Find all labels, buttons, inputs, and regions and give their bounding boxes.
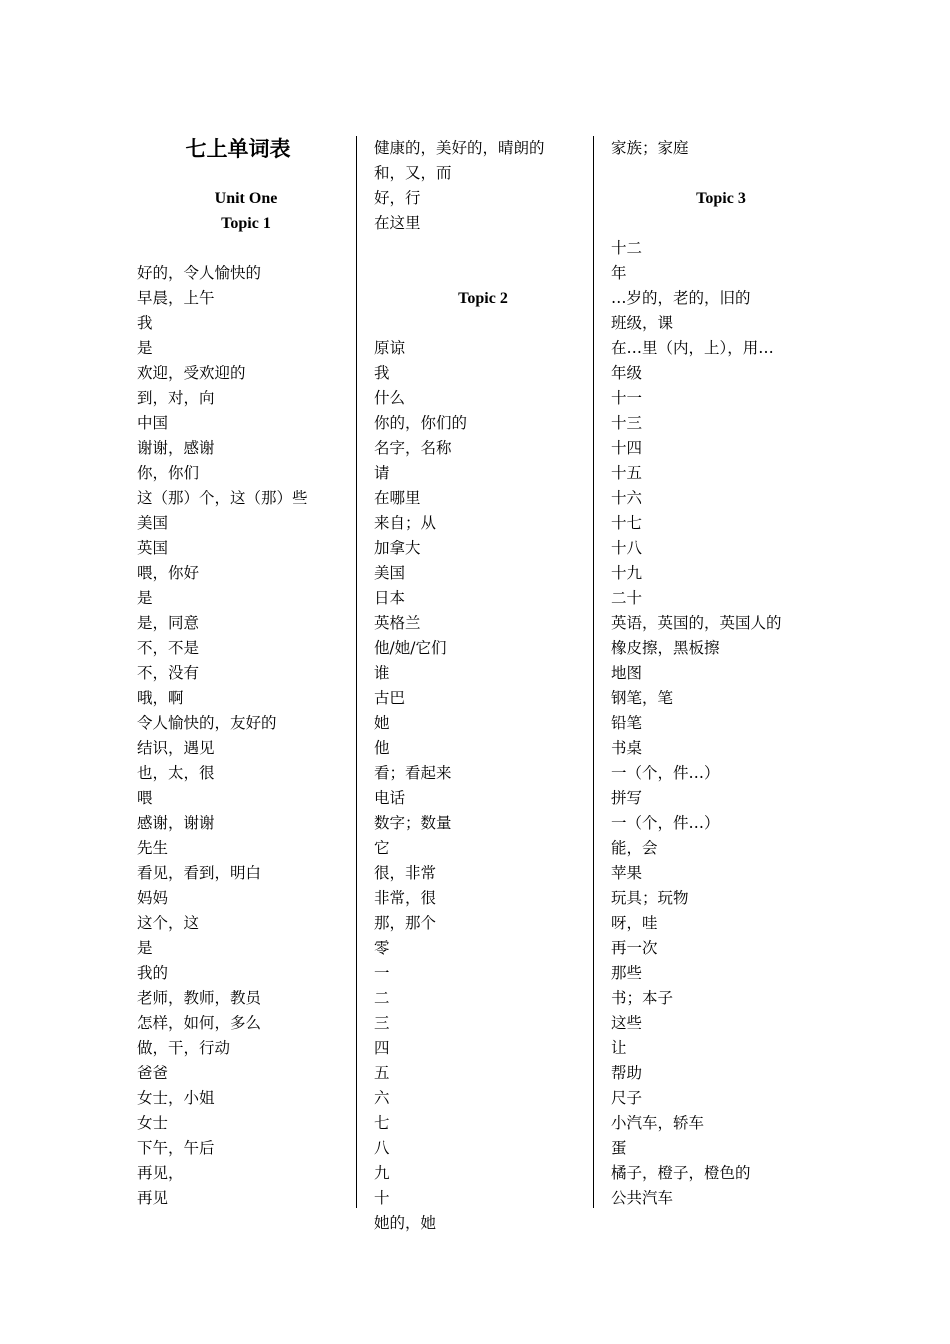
word-entry: 原谅 (374, 339, 406, 357)
topic-heading: Topic 1 (221, 215, 271, 232)
word-entry: 六 (374, 1089, 390, 1107)
word-entry: 二十 (611, 589, 643, 607)
word-entry: 妈妈 (137, 889, 169, 907)
word-entry: 也，太，很 (137, 764, 215, 782)
word-list-continued (374, 136, 592, 236)
word-entry: 七 (374, 1114, 390, 1132)
word-entry: 喂 (137, 789, 153, 807)
word-entry: 电话 (374, 789, 406, 807)
word-entry: 四 (374, 1039, 390, 1057)
column-divider (356, 136, 357, 1208)
word-entry: 一 (374, 964, 390, 982)
word-entry: 十一 (611, 389, 643, 407)
word-entry: 十七 (611, 514, 643, 532)
word-list-continued (611, 136, 831, 161)
word-entry: 不，不是 (137, 639, 200, 657)
word-entry: 十九 (611, 564, 643, 582)
word-entry: 家族；家庭 (611, 139, 689, 157)
word-entry: 是 (137, 339, 153, 357)
column-divider (593, 136, 594, 1208)
word-entry: 日本 (374, 589, 406, 607)
word-entry: 钢笔，笔 (611, 689, 674, 707)
word-entry: 二 (374, 989, 390, 1007)
word-entry: 结识，遇见 (137, 739, 215, 757)
word-entry: 一（个，件…） (611, 814, 720, 832)
column-1 (137, 136, 355, 1208)
word-entry: 铅笔 (611, 714, 643, 732)
word-entry: 这（那）个，这（那）些 (137, 489, 308, 507)
word-entry: 让 (611, 1039, 627, 1057)
word-entry: 在哪里 (374, 489, 421, 507)
word-entry: 感谢，谢谢 (137, 814, 215, 832)
word-entry: 她 (374, 714, 390, 732)
word-entry: 怎样，如何，多么 (137, 1014, 262, 1032)
word-entry: 英格兰 (374, 614, 421, 632)
word-entry: 我 (374, 364, 390, 382)
unit-heading: Unit One (214, 190, 278, 207)
word-entry: 这个，这 (137, 914, 200, 932)
word-entry: 能，会 (611, 839, 658, 857)
word-entry: 书桌 (611, 739, 643, 757)
word-entry: 地图 (611, 664, 643, 682)
word-entry: 做，干，行动 (137, 1039, 231, 1057)
column-2 (374, 136, 592, 1232)
word-entry: 不，没有 (137, 664, 200, 682)
word-entry: 班级，课 (611, 314, 674, 332)
word-entry: 是 (137, 589, 153, 607)
word-entry: 十四 (611, 439, 643, 457)
word-entry: 到，对，向 (137, 389, 215, 407)
word-entry: 谁 (374, 664, 390, 682)
word-entry: 再见 (137, 1189, 169, 1207)
word-list (611, 236, 831, 1211)
word-entry: 帮助 (611, 1064, 643, 1082)
word-entry: 那些 (611, 964, 643, 982)
word-entry: 先生 (137, 839, 169, 857)
word-entry: 你，你们 (137, 464, 200, 482)
word-entry: 下午，午后 (137, 1139, 215, 1157)
word-entry: 橘子，橙子，橙色的 (611, 1164, 751, 1182)
word-list (137, 261, 355, 1211)
word-entry: 它 (374, 839, 390, 857)
word-entry: 在…里（内，上），用… (611, 339, 774, 357)
word-entry: 来自；从 (374, 514, 437, 532)
word-entry: 呀，哇 (611, 914, 658, 932)
word-entry: 小汽车，轿车 (611, 1114, 705, 1132)
word-entry: 中国 (137, 414, 169, 432)
word-entry: 古巴 (374, 689, 406, 707)
word-entry: 谢谢，感谢 (137, 439, 215, 457)
topic-heading: Topic 2 (458, 290, 508, 307)
word-entry: 令人愉快的，友好的 (137, 714, 277, 732)
page-title: 七上单词表 (185, 136, 291, 161)
word-entry: 橡皮擦，黑板擦 (611, 639, 720, 657)
word-entry: 苹果 (611, 864, 643, 882)
spacer (611, 211, 831, 236)
word-entry: 十二 (611, 239, 643, 257)
word-entry: 八 (374, 1139, 390, 1157)
word-entry: 零 (374, 939, 390, 957)
word-entry: 这些 (611, 1014, 643, 1032)
word-entry: 在这里 (374, 214, 421, 232)
spacer (374, 261, 592, 286)
column-3 (611, 136, 831, 1208)
word-entry: 那，那个 (374, 914, 437, 932)
word-entry: 是 (137, 939, 153, 957)
word-entry: 他/她/它们 (374, 639, 447, 657)
spacer (137, 236, 355, 261)
word-entry: 十八 (611, 539, 643, 557)
word-entry: 什么 (374, 389, 406, 407)
word-entry: 公共汽车 (611, 1189, 674, 1207)
word-entry: 书；本子 (611, 989, 674, 1007)
word-entry: 女士 (137, 1114, 169, 1132)
word-entry: 很，非常 (374, 864, 437, 882)
word-entry: 健康的，美好的，晴朗的 (374, 139, 545, 157)
word-entry: 年 (611, 264, 627, 282)
word-entry: 女士，小姐 (137, 1089, 215, 1107)
word-entry: 喂，你好 (137, 564, 200, 582)
word-entry: 再见， (137, 1164, 184, 1182)
word-entry: 好的，令人愉快的 (137, 264, 262, 282)
word-entry: 一（个，件…） (611, 764, 720, 782)
word-entry: 美国 (137, 514, 169, 532)
word-entry: 数字；数量 (374, 814, 452, 832)
spacer (374, 236, 592, 261)
topic-heading: Topic 3 (696, 190, 746, 207)
word-entry: 看；看起来 (374, 764, 452, 782)
spacer (374, 311, 592, 336)
word-entry: 早晨，上午 (137, 289, 215, 307)
word-entry: 英语，英国的，英国人的 (611, 614, 782, 632)
spacer (611, 161, 831, 186)
word-entry: 年级 (611, 364, 643, 382)
word-entry: 哦，啊 (137, 689, 184, 707)
word-entry: 九 (374, 1164, 390, 1182)
word-entry: 十五 (611, 464, 643, 482)
word-entry: 非常，很 (374, 889, 437, 907)
word-entry: 美国 (374, 564, 406, 582)
word-entry: 爸爸 (137, 1064, 169, 1082)
word-entry: 再一次 (611, 939, 658, 957)
word-entry: 拼写 (611, 789, 643, 807)
word-entry: 五 (374, 1064, 390, 1082)
word-entry: 名字，名称 (374, 439, 452, 457)
word-entry: 加拿大 (374, 539, 421, 557)
word-entry: 蛋 (611, 1139, 627, 1157)
word-entry: 我 (137, 314, 153, 332)
word-entry: 十六 (611, 489, 643, 507)
word-entry: 和，又，而 (374, 164, 452, 182)
word-entry: 我的 (137, 964, 169, 982)
word-entry: 尺子 (611, 1089, 643, 1107)
word-entry: 欢迎，受欢迎的 (137, 364, 246, 382)
word-entry: 十 (374, 1189, 390, 1207)
word-entry: 英国 (137, 539, 169, 557)
word-entry: 十三 (611, 414, 643, 432)
word-entry: 她的，她 (374, 1214, 437, 1232)
word-entry: 三 (374, 1014, 390, 1032)
word-entry: 是，同意 (137, 614, 200, 632)
word-list (374, 336, 592, 1236)
word-entry: 玩具；玩物 (611, 889, 689, 907)
word-entry: …岁的，老的，旧的 (611, 289, 751, 307)
word-entry: 你的，你们的 (374, 414, 468, 432)
word-entry: 好，行 (374, 189, 421, 207)
word-entry: 他 (374, 739, 390, 757)
word-entry: 看见，看到，明白 (137, 864, 262, 882)
word-entry: 老师，教师，教员 (137, 989, 262, 1007)
word-entry: 请 (374, 464, 390, 482)
